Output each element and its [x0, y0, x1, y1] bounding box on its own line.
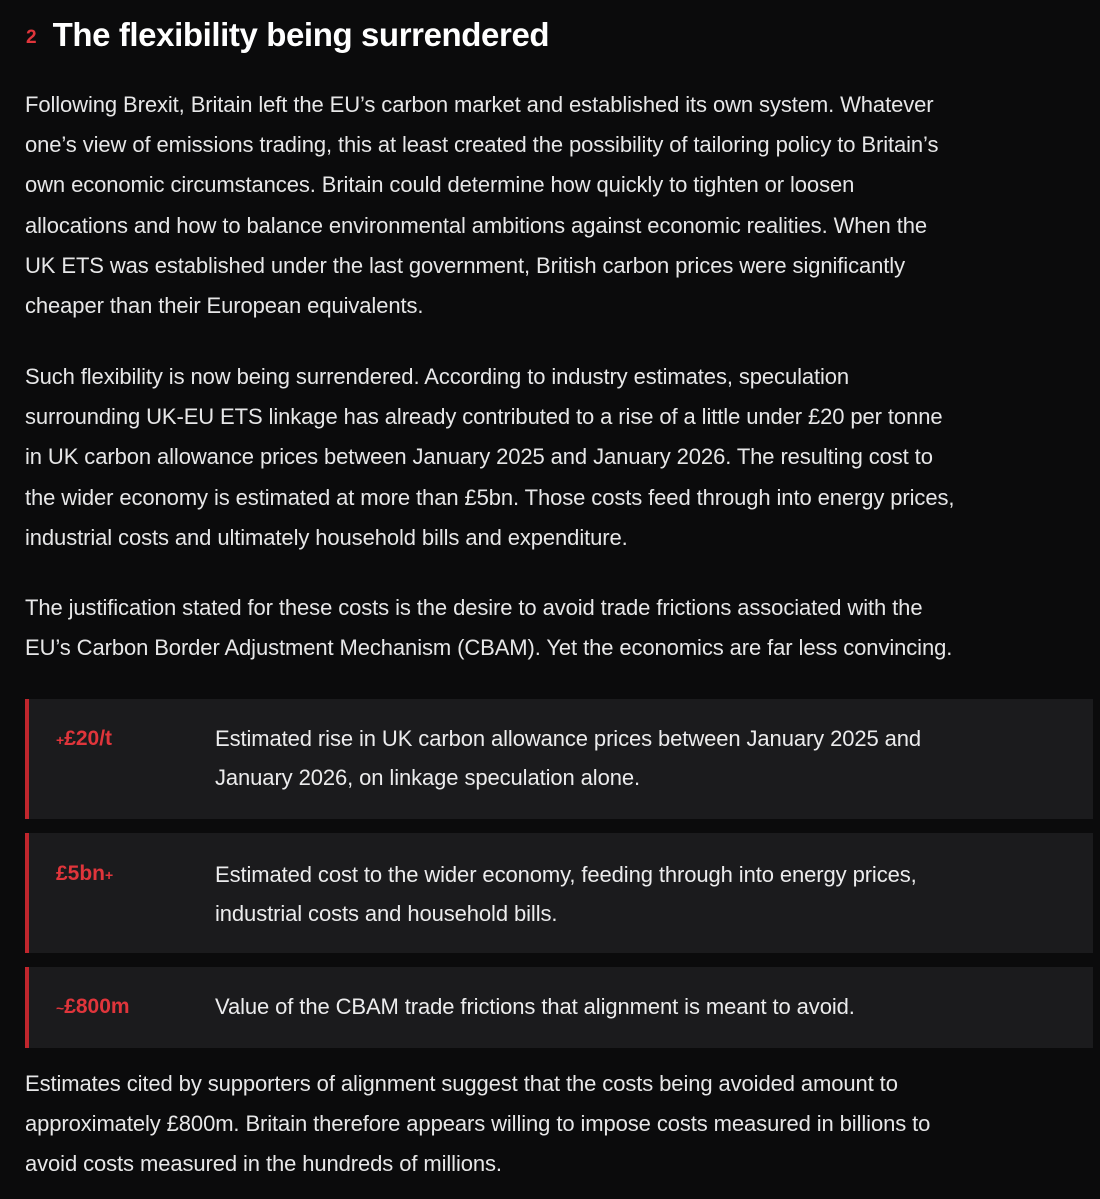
paragraph-line: UK ETS was established under the last government, British carbon prices were significantly — [25, 252, 905, 278]
stat-card-price-rise — [25, 699, 1093, 819]
stat-value-suffix: + — [105, 867, 114, 883]
paragraph-line: own economic circumstances. Britain could determine how quickly to tighten or loosen — [25, 172, 855, 198]
paragraph-line: EU’s Carbon Border Adjustment Mechanism (CBAM). Yet the economics are far less convincing. — [25, 635, 953, 661]
paragraph-brexit — [25, 85, 938, 326]
paragraph-line: Estimates cited by supporters of alignment suggest that the costs being avoided amount to — [25, 1071, 898, 1096]
stat-value-main: £800m — [64, 995, 130, 1018]
paragraph-flexibility — [25, 357, 954, 558]
stat-description-line: Estimated cost to the wider economy, feeding through into energy prices, — [215, 862, 917, 887]
section-number: 2 — [26, 27, 37, 48]
paragraph-line: the wider economy is estimated at more than £5bn. Those costs feed through into energy prices, — [25, 484, 955, 510]
stat-description — [215, 720, 921, 797]
stat-description-line: industrial costs and household bills. — [215, 900, 558, 926]
stat-card-cbam-frictions — [25, 967, 1093, 1048]
paragraph-line: industrial costs and ultimately household bills and expenditure. — [25, 524, 628, 550]
paragraph-line: one’s view of emissions trading, this at least created the possibility of tailoring policy to Britain’s — [25, 132, 939, 158]
stat-value — [56, 995, 130, 1019]
paragraph-line: avoid costs measured in the hundreds of millions. — [25, 1151, 502, 1177]
paragraph-line: Following Brexit, Britain left the EU’s carbon market and established its own system. Whatever — [25, 92, 934, 117]
stat-value — [56, 727, 112, 751]
stat-description-line: Value of the CBAM trade frictions that alignment is meant to avoid. — [215, 994, 855, 1019]
stat-card-economy-cost — [25, 833, 1093, 953]
stat-value-main: £5bn — [56, 862, 106, 885]
paragraph-estimates — [25, 1064, 930, 1185]
section-heading — [26, 16, 549, 54]
stat-description-line: Estimated rise in UK carbon allowance prices between January 2025 and — [215, 726, 922, 751]
stat-value-prefix: + — [56, 732, 65, 748]
stat-value-main: £20/t — [64, 727, 113, 750]
stat-description-line: January 2026, on linkage speculation alone. — [215, 764, 641, 790]
stat-description — [215, 856, 917, 933]
stat-description — [215, 988, 855, 1027]
paragraph-line: allocations and how to balance environmental ambitions against economic realities. When the — [25, 212, 927, 238]
paragraph-line: surrounding UK-EU ETS linkage has already contributed to a rise of a little under £20 per tonne — [25, 404, 943, 430]
stat-value — [56, 862, 113, 886]
paragraph-justification — [25, 588, 952, 668]
paragraph-line: cheaper than their European equivalents. — [25, 293, 424, 319]
paragraph-line: approximately £800m. Britain therefore appears willing to impose costs measured in billions to — [25, 1111, 931, 1137]
section-title: The flexibility being surrendered — [52, 16, 550, 53]
paragraph-line: The justification stated for these costs is the desire to avoid trade frictions associated with the — [25, 595, 923, 620]
paragraph-line: Such flexibility is now being surrendered. According to industry estimates, speculation — [25, 364, 850, 389]
stat-value-prefix: ~ — [56, 1000, 65, 1016]
paragraph-line: in UK carbon allowance prices between January 2025 and January 2026. The resulting cost to — [25, 444, 933, 470]
